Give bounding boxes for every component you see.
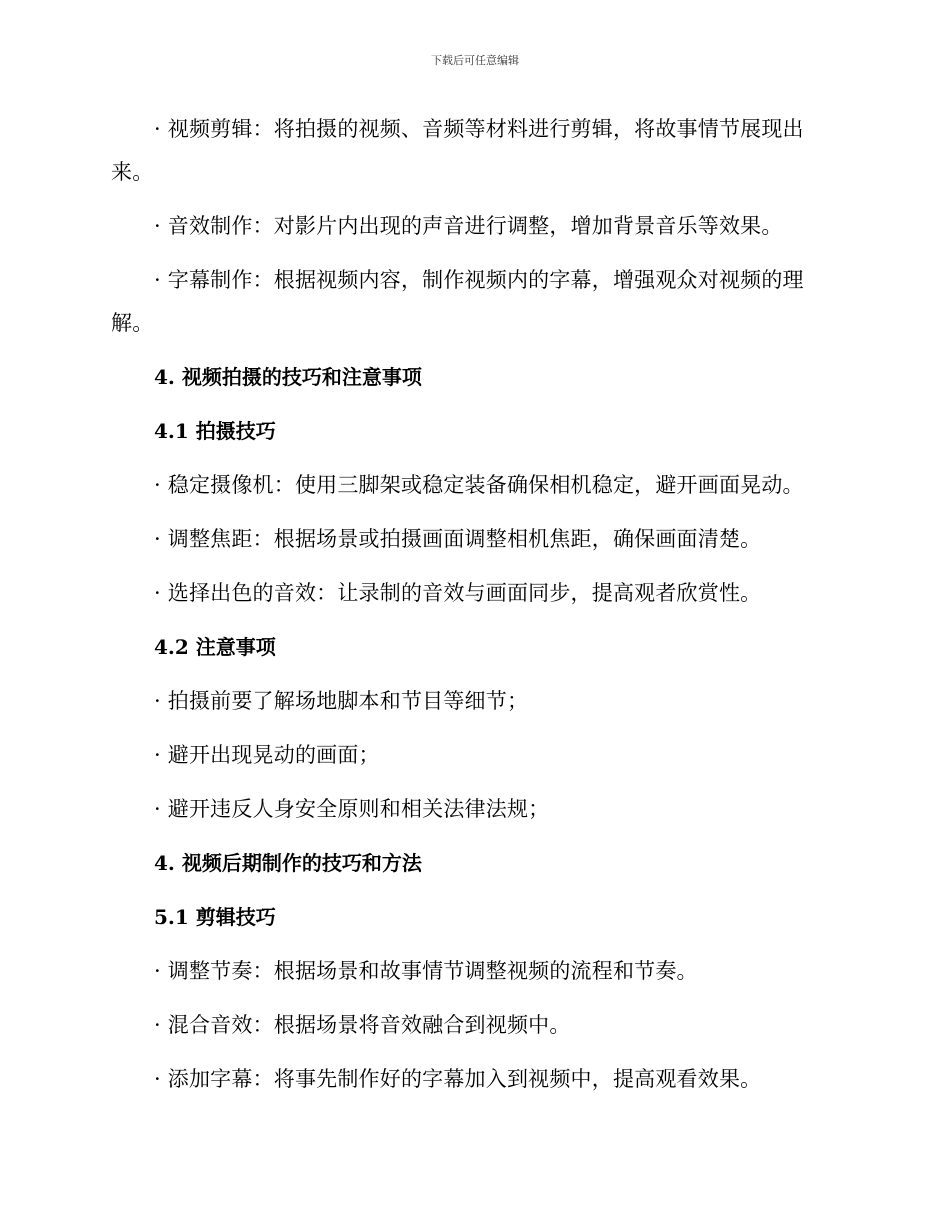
paragraph-subtitles: · 字幕制作：根据视频内容，制作视频内的字幕，增强观众对视频的理解。 xyxy=(111,268,804,335)
section-heading-4-1: 4.1 拍摄技巧 xyxy=(154,419,276,443)
list-item: · 稳定摄像机：使用三脚架或稳定装备确保相机稳定，避开画面晃动。 xyxy=(154,473,804,497)
list-item: · 拍摄前要了解场地脚本和节目等细节； xyxy=(154,689,529,713)
section-heading-4-post: 4. 视频后期制作的技巧和方法 xyxy=(154,851,422,875)
section-heading-4: 4. 视频拍摄的技巧和注意事项 xyxy=(154,365,422,389)
list-item: · 避开违反人身安全原则和相关法律法规； xyxy=(154,797,550,821)
list-item: · 混合音效：根据场景将音效融合到视频中。 xyxy=(154,1013,571,1037)
list-item: · 避开出现晃动的画面； xyxy=(154,743,380,767)
section-heading-5-1: 5.1 剪辑技巧 xyxy=(154,905,276,929)
list-item: · 添加字幕：将事先制作好的字幕加入到视频中，提高观看效果。 xyxy=(154,1067,762,1091)
document-body xyxy=(111,108,831,1112)
page-header-note: 下载后可任意编辑 xyxy=(431,54,519,67)
paragraph-sound-effects: · 音效制作：对影片内出现的声音进行调整，增加背景音乐等效果。 xyxy=(154,214,783,238)
list-item: · 选择出色的音效：让录制的音效与画面同步，提高观者欣赏性。 xyxy=(154,581,762,605)
list-item: · 调整焦距：根据场景或拍摄画面调整相机焦距，确保画面清楚。 xyxy=(154,527,762,551)
paragraph-video-editing: · 视频剪辑：将拍摄的视频、音频等材料进行剪辑，将故事情节展现出来。 xyxy=(111,117,804,184)
list-item: · 调整节奏：根据场景和故事情节调整视频的流程和节奏。 xyxy=(154,959,698,983)
section-heading-4-2: 4.2 注意事项 xyxy=(154,635,276,659)
